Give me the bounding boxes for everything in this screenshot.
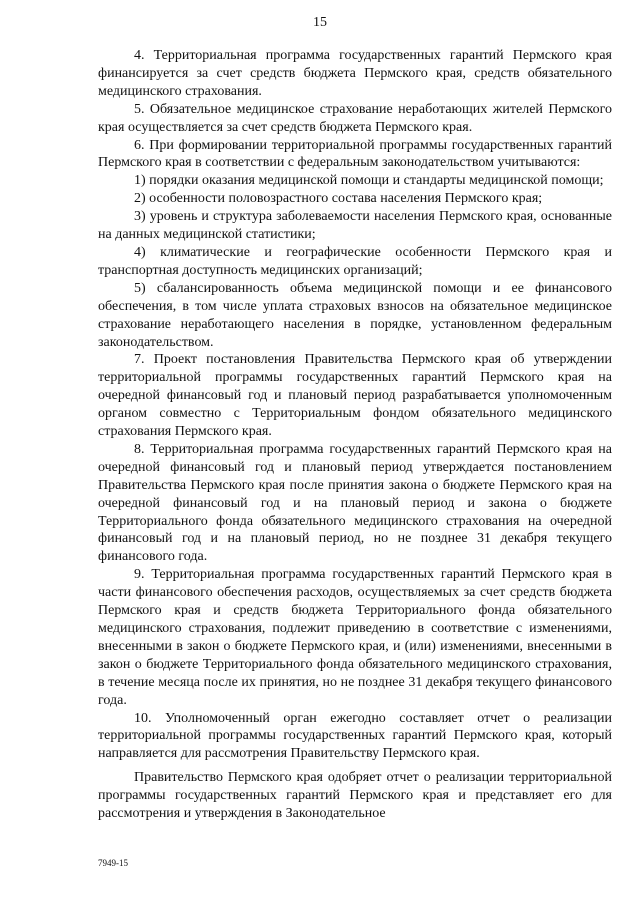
page-number: 15 [313, 15, 327, 30]
paragraph-5: 5. Обязательное медицинское страхование неработающих жителей Пермского края осуществляется за счет средств бюджета Пермского края. [98, 101, 612, 135]
list-item-4: 4) климатические и географические особенности Пермского края и транспортная доступность медицинских организаций; [98, 244, 612, 278]
list-item-5: 5) сбалансированность объема медицинской помощи и ее финансового обеспечения, в том числе уплата страховых взносов на обязательное медицинское страхование неработающего населения в порядке, установленном федеральным законодательством. [98, 280, 612, 350]
list-item-1: 1) порядки оказания медицинской помощи и стандарты медицинской помощи; [134, 173, 604, 189]
list-item-2: 2) особенности половозрастного состава населения Пермского края; [134, 191, 543, 207]
paragraph-7: 7. Проект постановления Правительства Пермского края об утверждении территориальной программы государственных гарантий Пермского края на очередной финансовый год и плановый период разрабатывается уполномоченным органом совместно с Территориальным фондом обязательного медицинского страхования Пермского края. [98, 352, 612, 440]
paragraph-9: 9. Территориальная программа государственных гарантий Пермского края в части финансового обеспечения расходов, осуществляемых за счет средств бюджета Пермского края и средств бюджета Территориального фонда обязательного медицинского страхования, подлежит приведению в соответствие с изменениями, внесенными в закон о бюджете Пермского края, и (или) изменениями, внесенными в закон о бюджете Территориального фонда обязательного медицинского страхования, в течение месяца после их принятия, но не позднее 31 декабря текущего финансового года. [98, 567, 612, 708]
paragraph-approval: Правительство Пермского края одобряет отчет о реализации территориальной программы государственных гарантий Пермского края и представляет его для рассмотрения и утверждения в Законодательное [98, 770, 612, 822]
document-code: 7949-15 [98, 858, 128, 868]
paragraph-8: 8. Территориальная программа государственных гарантий Пермского края на очередной финансовый год и плановый период утверждается постановлением Правительства Пермского края после принятия закона о бюджете Пермского края на очередной финансовый год и на плановый период и закона о бюджете Территориального фонда обязательного медицинского страхования на очередной финансовый год и на плановый период, но не позднее 31 декабря текущего финансового года. [98, 441, 612, 565]
list-item-3: 3) уровень и структура заболеваемости населения Пермского края, основанные на данных медицинской статистики; [98, 209, 612, 243]
document-body [98, 47, 612, 823]
paragraph-6: 6. При формировании территориальной программы государственных гарантий Пермского края в соответствии с федеральным законодательством учитываются: [98, 137, 612, 171]
paragraph-4: 4. Территориальная программа государственных гарантий Пермского края финансируется за счет средств бюджета Пермского края, средств обязательного медицинского страхования. [98, 48, 612, 99]
paragraph-10: 10. Уполномоченный орган ежегодно составляет отчет о реализации территориальной программы государственных гарантий Пермского края, который направляется для рассмотрения Правительству Пермского края. [98, 710, 612, 762]
